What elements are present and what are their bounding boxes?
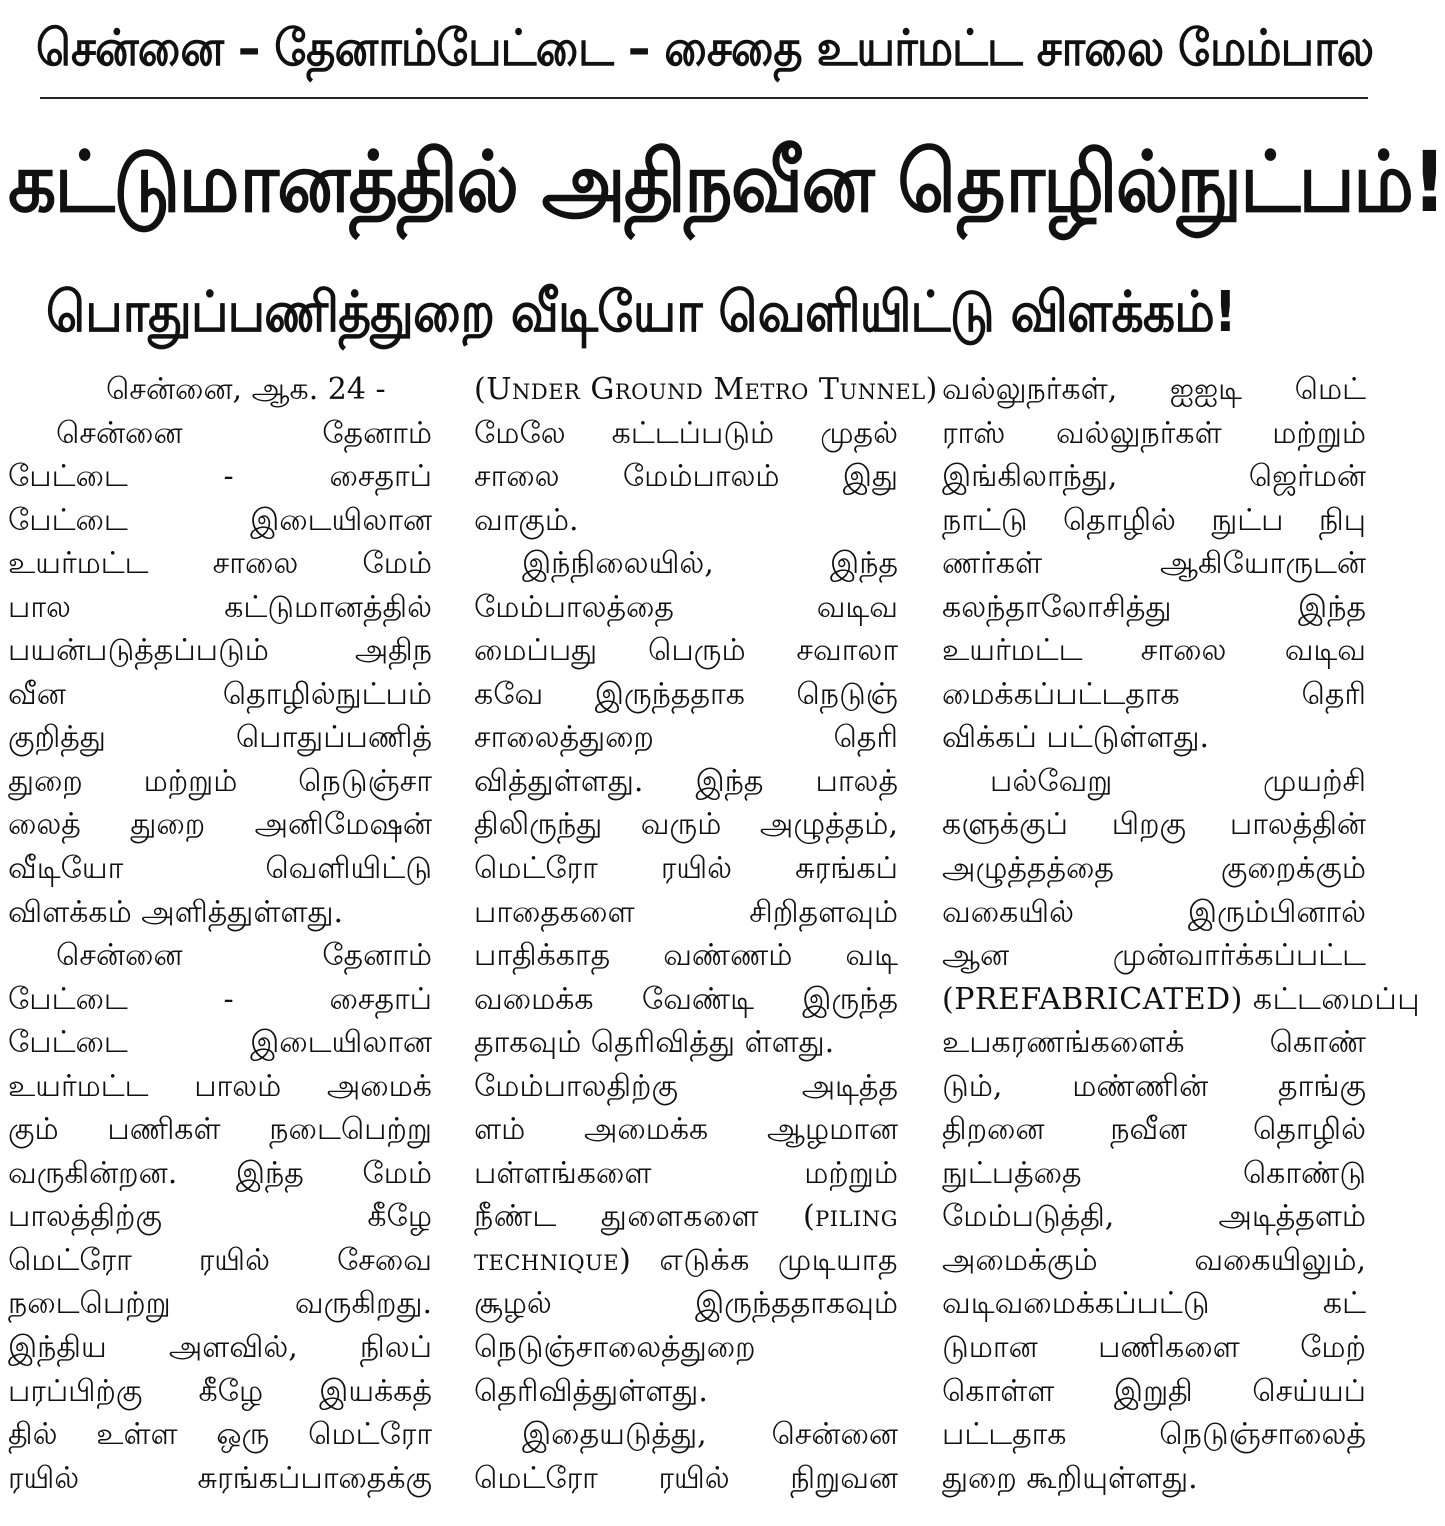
- body-line: சாலைத்துறை தெரி: [474, 720, 898, 756]
- body-line: பள்ளங்களை மற்றும்: [474, 1155, 898, 1191]
- body-line: பால கட்டுமானத்தில்: [8, 589, 432, 625]
- body-line: விக்கப் பட்டுள்ளது.: [942, 720, 1210, 756]
- body-line: வீன தொழில்நுட்பம்: [8, 676, 432, 712]
- body-line: ராஸ் வல்லுநர்கள் மற்றும்: [942, 415, 1366, 451]
- body-line: வமைக்க வேண்டி இருந்த: [474, 981, 898, 1017]
- body-line: மேம்படுத்தி, அடித்தளம்: [942, 1199, 1366, 1235]
- body-line: கலந்தாலோசித்து இந்த: [942, 589, 1366, 625]
- kicker-headline: சென்னை – தேனாம்பேட்டை – சைதை உயர்மட்ட சாலை மேம்பால: [36, 19, 1374, 77]
- body-line: பேட்டை - சைதாப்: [8, 459, 432, 495]
- body-line: திலிருந்து வரும் அழுத்தம்,: [474, 807, 898, 843]
- body-line: டுமான பணிகளை மேற்: [942, 1330, 1366, 1366]
- body-line: மெட்ரோ ரயில் நிறுவன: [474, 1460, 898, 1496]
- body-line: மேம்பாலதிற்கு அடித்த: [474, 1068, 898, 1104]
- body-line: நடைபெற்று வருகிறது.: [8, 1286, 432, 1322]
- body-line: கும் பணிகள் நடைபெற்று: [8, 1112, 432, 1148]
- body-line: கொள்ள இறுதி செய்யப்: [942, 1373, 1366, 1409]
- body-line: சென்னை தேனாம்: [56, 938, 432, 974]
- body-line: technique) எடுக்க முடியாத: [474, 1242, 898, 1278]
- body-line: பாலத்திற்கு கீழே: [8, 1199, 432, 1235]
- body-line: உயர்மட்ட சாலை வடிவ: [942, 633, 1366, 669]
- body-line: தெரிவித்துள்ளது.: [474, 1373, 708, 1409]
- body-line: விளக்கம் அளித்துள்ளது.: [8, 894, 344, 930]
- body-line: பாதைகளை சிறிதளவும்: [474, 894, 898, 930]
- body-line: பேட்டை - சைதாப்: [8, 981, 432, 1017]
- body-line: வகையில் இரும்பினால்: [942, 894, 1366, 930]
- dateline: சென்னை, ஆக. 24 -: [106, 372, 386, 407]
- body-line: திறனை நவீன தொழில்: [942, 1112, 1366, 1148]
- body-line: மேம்பாலத்தை வடிவ: [474, 589, 898, 625]
- body-line: மைக்கப்பட்டதாக தெரி: [942, 676, 1366, 712]
- body-line: துறை கூறியுள்ளது.: [942, 1460, 1198, 1496]
- body-line: பயன்படுத்தப்படும் அதிந: [8, 633, 432, 669]
- body-line: மெட்ரோ ரயில் சுரங்கப்: [474, 851, 898, 887]
- body-line: வடிவமைக்கப்பட்டு கட்: [942, 1286, 1366, 1322]
- body-line: களுக்குப் பிறகு பாலத்தின்: [942, 807, 1366, 843]
- body-line: (PREFABRICATED) கட்டமைப்பு: [942, 981, 1421, 1017]
- body-line: உயர்மட்ட பாலம் அமைக்: [8, 1068, 432, 1104]
- body-line: லைத் துறை அனிமேஷன்: [8, 807, 432, 843]
- body-line: வாகும்.: [474, 502, 579, 538]
- body-line: நுட்பத்தை கொண்டு: [942, 1155, 1366, 1191]
- article-column-2: [474, 368, 938, 1500]
- body-line: இங்கிலாந்து, ஜெர்மன்: [942, 459, 1366, 495]
- body-line: ஆன முன்வார்க்கப்பட்ட: [942, 938, 1366, 974]
- body-line: பரப்பிற்கு கீழே இயக்கத்: [8, 1373, 432, 1409]
- body-line: (Under Ground Metro Tunnel): [474, 372, 938, 407]
- body-line: உயர்மட்ட சாலை மேம்: [8, 546, 432, 582]
- body-line: மைப்பது பெரும் சவாலா: [474, 633, 898, 669]
- body-line: நீண்ட துளைகளை (piling: [474, 1199, 898, 1235]
- sub-headline: பொதுப்பணித்துறை வீடியோ வெளியிட்டு விளக்கம்!: [46, 280, 1236, 345]
- body-line: அமைக்கும் வகையிலும்,: [942, 1242, 1366, 1278]
- main-headline: கட்டுமானத்தில் அதிநவீன தொழில்நுட்பம்!: [8, 133, 1445, 231]
- body-line: வல்லுநர்கள், ஐஐடி மெட்: [942, 372, 1366, 407]
- body-line: இதையடுத்து, சென்னை: [522, 1417, 898, 1453]
- body-line: தில் உள்ள ஒரு மெட்ரோ: [8, 1417, 432, 1453]
- body-line: சாலை மேம்பாலம் இது: [474, 459, 898, 495]
- body-line: பாதிக்காத வண்ணம் வடி: [474, 938, 898, 974]
- article-column-1: [8, 368, 432, 1500]
- header-divider: [40, 97, 1368, 99]
- body-line: பட்டதாக நெடுஞ்சாலைத்: [942, 1417, 1366, 1453]
- body-line: பேட்டை இடையிலான: [8, 1025, 432, 1061]
- body-line: அழுத்தத்தை குறைக்கும்: [942, 851, 1366, 887]
- body-line: ளம் அமைக்க ஆழமான: [474, 1112, 898, 1148]
- body-line: உபகரணங்களைக் கொண்: [942, 1025, 1366, 1061]
- article-column-3: [942, 368, 1421, 1500]
- body-line: வித்துள்ளது. இந்த பாலத்: [474, 763, 898, 799]
- body-line: குறித்து பொதுப்பணித்: [8, 720, 432, 756]
- body-line: பேட்டை இடையிலான: [8, 502, 432, 538]
- body-line: சென்னை தேனாம்: [56, 415, 432, 451]
- body-line: இந்திய அளவில், நிலப்: [8, 1330, 432, 1366]
- body-line: ரயில் சுரங்கப்பாதைக்கு: [8, 1460, 432, 1496]
- body-line: டும், மண்ணின் தாங்கு: [942, 1068, 1366, 1104]
- body-line: சூழல் இருந்ததாகவும்: [474, 1286, 898, 1322]
- body-line: நாட்டு தொழில் நுட்ப நிபு: [942, 502, 1366, 538]
- body-line: பல்வேறு முயற்சி: [990, 763, 1366, 799]
- body-line: வீடியோ வெளியிட்டு: [8, 851, 432, 887]
- body-line: நெடுஞ்சாலைத்துறை: [474, 1330, 756, 1366]
- body-line: இந்நிலையில், இந்த: [522, 546, 898, 582]
- body-line: தாகவும் தெரிவித்து ள்ளது.: [474, 1025, 835, 1061]
- body-line: மெட்ரோ ரயில் சேவை: [8, 1242, 432, 1278]
- body-line: ணர்கள் ஆகியோருடன்: [942, 546, 1366, 582]
- body-line: கவே இருந்ததாக நெடுஞ்: [474, 676, 898, 712]
- body-line: மேலே கட்டப்படும் முதல்: [474, 415, 898, 451]
- body-line: வருகின்றன. இந்த மேம்: [8, 1155, 432, 1191]
- body-line: துறை மற்றும் நெடுஞ்சா: [8, 763, 432, 799]
